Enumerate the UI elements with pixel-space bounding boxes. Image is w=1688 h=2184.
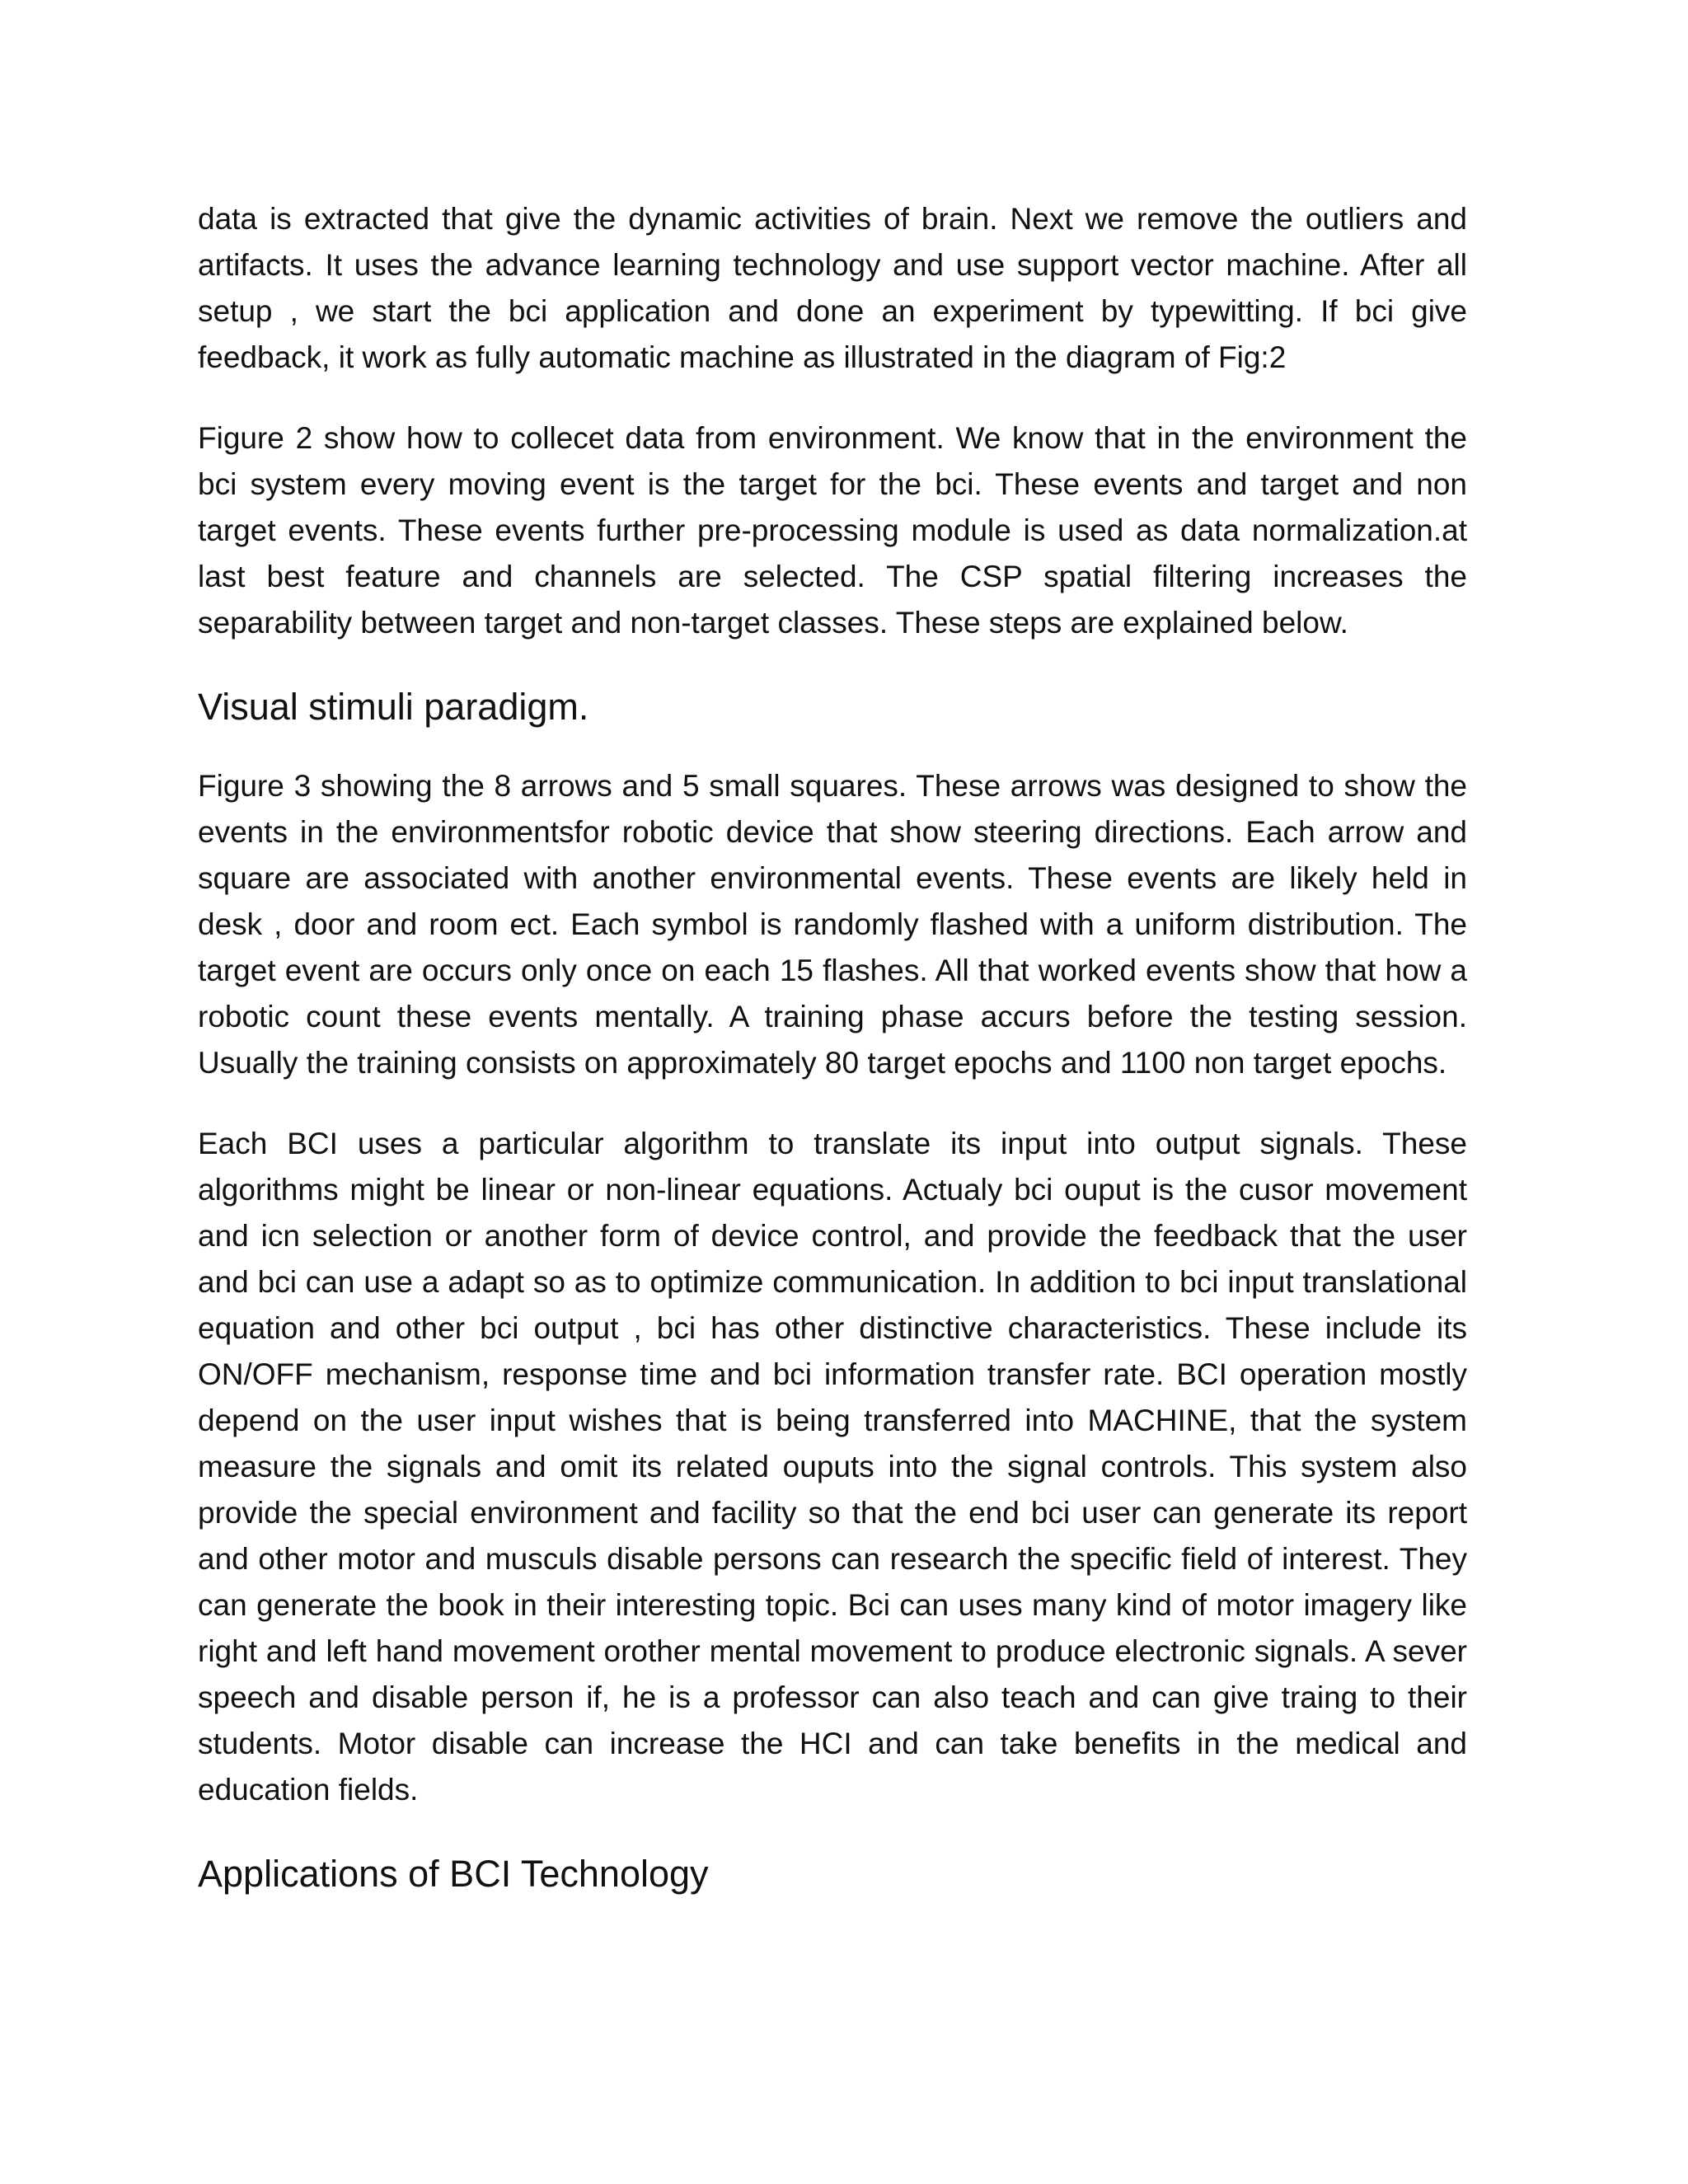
paragraph-data-extraction: data is extracted that give the dynamic activities of brain. Next we remove the outliers and artifacts. It uses the advance learning technology and use support vector machine. After all setup , we start the bci application and done an experiment by typewitting. If bci give feedback, it work as fully automatic machine as illustrated in the diagram of Fig:2 <box>198 202 1467 374</box>
heading-visual-stimuli-paradigm: Visual stimuli paradigm. <box>198 686 589 728</box>
document-page <box>198 196 1467 1930</box>
paragraph-bci-algorithm: Each BCI uses a particular algorithm to translate its input into output signals. These algorithms might be linear or non-linear equations. Actualy bci ouput is the cusor movement and icn selection or another form of device control, and provide the feedback that the user and bci can use a adapt so as to optimize communication. In addition to bci input translational equation and other bci output , bci has other distinctive characteristics. These include its ON/OFF mechanism, response time and bci information transfer rate. BCI operation mostly depend on the user input wishes that is being transferred into MACHINE, that the system measure the signals and omit its related ouputs into the signal controls. This system also provide the special environment and facility so that the end bci user can generate its report and other motor and musculs disable persons can research the specific field of interest. They can generate the book in their interesting topic. Bci can uses many kind of motor imagery like right and left hand movement orother mental movement to produce electronic signals. A sever speech and disable person if, he is a professor can also teach and can give traing to their students. Motor disable can increase the HCI and can take benefits in the medical and education fields. <box>198 1127 1467 1807</box>
paragraph-figure-3: Figure 3 showing the 8 arrows and 5 small squares. These arrows was designed to show the events in the environmentsfor robotic device that show steering directions. Each arrow and square are associated with another environmental events. These events are likely held in desk , door and room ect. Each symbol is randomly flashed with a uniform distribution. The target event are occurs only once on each 15 flashes. All that worked events show that how a robotic count these events mentally. A training phase accurs before the testing session. Usually the training consists on approximately 80 target epochs and 1100 non target epochs. <box>198 769 1467 1080</box>
paragraph-figure-2: Figure 2 show how to collecet data from environment. We know that in the environment the bci system every moving event is the target for the bci. These events and target and non target events. These events further pre-processing module is used as data normalization.at last best feature and channels are selected. The CSP spatial filtering increases the separability between target and non-target classes. These steps are explained below. <box>198 421 1467 640</box>
heading-applications-of-bci: Applications of BCI Technology <box>198 1853 709 1895</box>
